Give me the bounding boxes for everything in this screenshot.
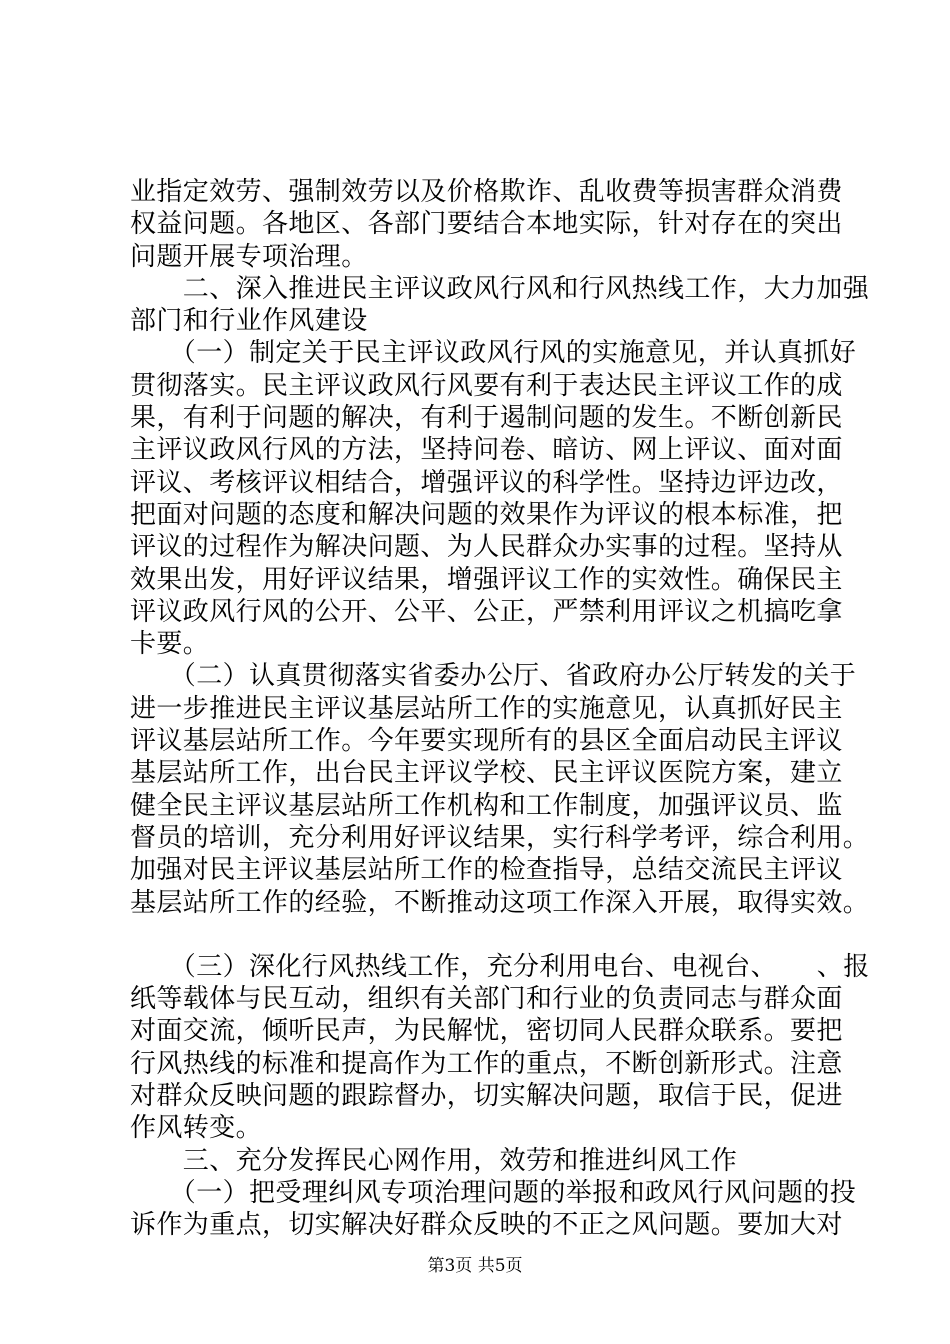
text-line: 纸等载体与民互动，组织有关部门和行业的负责同志与群众面 <box>130 984 843 1015</box>
text-line: 加强对民主评议基层站所工作的检查指导，总结交流民主评议 <box>130 855 843 886</box>
text-line: 诉作为重点，切实解决好群众反映的不正之风问题。要加大对 <box>130 1210 843 1241</box>
text-line: （一）把受理纠风专项治理问题的举报和政风行风问题的投 <box>130 1177 857 1208</box>
text-line: 三、充分发挥民心网作用，效劳和推进纠风工作 <box>130 1145 738 1176</box>
text-line: （三）深化行风热线工作，充分利用电台、电视台、 、报 <box>130 951 870 982</box>
text-line: 评议、考核评议相结合，增强评议的科学性。坚持边评边改， <box>130 467 843 498</box>
text-line: 进一步推进民主评议基层站所工作的实施意见，认真抓好民主 <box>130 693 843 724</box>
text-line: 主评议政风行风的方法，坚持问卷、暗访、网上评议、面对面 <box>130 435 843 466</box>
text-line: 部门和行业作风建设 <box>130 306 368 337</box>
text-line: 作风转变。 <box>130 1113 263 1144</box>
text-line: 二、深入推进民主评议政风行风和行风热线工作，大力加强 <box>130 273 870 304</box>
text-line: 行风热线的标准和提高作为工作的重点，不断创新形式。注意 <box>130 1048 843 1079</box>
text-line <box>130 919 840 951</box>
text-line: 对面交流，倾听民声，为民解忧，密切同人民群众联系。要把 <box>130 1016 843 1047</box>
text-line: 果，有利于问题的解决，有利于遏制问题的发生。不断创新民 <box>130 403 843 434</box>
text-line: 基层站所工作，出台民主评议学校、民主评议医院方案，建立 <box>130 758 843 789</box>
text-line: 把面对问题的态度和解决问题的效果作为评议的根本标准，把 <box>130 499 843 530</box>
text-line: 评议政风行风的公开、公平、公正，严禁利用评议之机搞吃拿 <box>130 596 843 627</box>
text-line: 基层站所工作的经验，不断推动这项工作深入开展，取得实效。 <box>130 887 870 918</box>
text-line: 卡要。 <box>130 629 210 660</box>
text-line: （一）制定关于民主评议政风行风的实施意见，并认真抓好 <box>130 338 857 369</box>
text-line: 评议基层站所工作。今年要实现所有的县区全面启动民主评议 <box>130 726 843 757</box>
text-line: 效果出发，用好评议结果，增强评议工作的实效性。确保民主 <box>130 564 843 595</box>
text-line: 督员的培训，充分利用好评议结果，实行科学考评，综合利用。 <box>130 822 870 853</box>
body-text <box>130 176 870 1242</box>
text-line: 对群众反映问题的跟踪督办，切实解决问题，取信于民，促进 <box>130 1081 843 1112</box>
text-line: 业指定效劳、强制效劳以及价格欺诈、乱收费等损害群众消费 <box>130 177 843 207</box>
text-line: 贯彻落实。民主评议政风行风要有利于表达民主评议工作的成 <box>130 370 843 401</box>
text-line: 问题开展专项治理。 <box>130 241 368 272</box>
text-line: （二）认真贯彻落实省委办公厅、省政府办公厅转发的关于 <box>130 661 857 692</box>
text-line: 权益问题。各地区、各部门要结合本地实际，针对存在的突出 <box>130 209 843 240</box>
page-footer: 第3页 共5页 <box>427 1256 523 1276</box>
text-line: 健全民主评议基层站所工作机构和工作制度，加强评议员、监 <box>130 790 843 821</box>
text-line: 评议的过程作为解决问题、为人民群众办实事的过程。坚持从 <box>130 532 843 563</box>
